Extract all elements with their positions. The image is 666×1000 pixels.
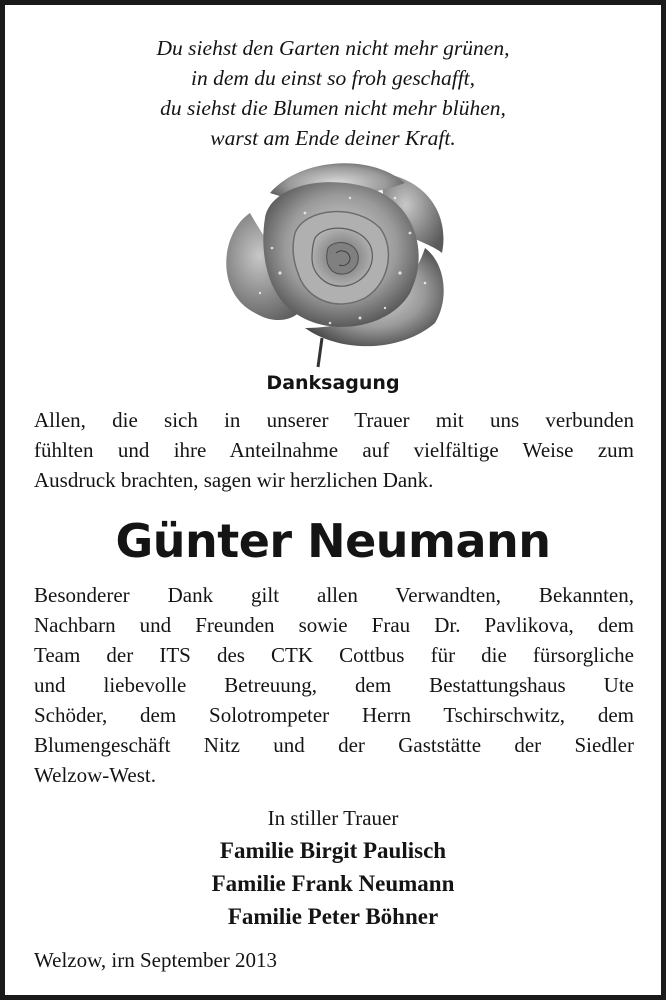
- thanks-line: Schöder, dem Solotrompeter Herrn Tschirschwitz, dem: [34, 703, 634, 727]
- mourning-intro: In stiller Trauer: [267, 806, 399, 830]
- intro-line: fühlten und ihre Anteilnahme auf vielfältige Weise zum: [34, 438, 634, 462]
- poem-line: du siehst die Blumen nicht mehr blühen,: [160, 96, 506, 120]
- intro-paragraph: [34, 405, 634, 495]
- thanks-line: Besonderer Dank gilt allen Verwandten, Bekannten,: [34, 583, 634, 607]
- thanks-line: Nachbarn und Freunden sowie Frau Dr. Pavlikova, dem: [34, 613, 634, 637]
- family-name: Familie Peter Böhner: [227, 904, 439, 929]
- family-name: Familie Frank Neumann: [211, 871, 455, 896]
- poem-line: in dem du einst so froh geschafft,: [190, 66, 476, 90]
- place-date: Welzow, irn September 2013: [34, 948, 278, 972]
- family-name: Familie Birgit Paulisch: [219, 838, 447, 863]
- thanks-line: Welzow-West.: [34, 763, 156, 787]
- thanks-heading: Danksagung: [266, 372, 400, 394]
- thanks-paragraph: [34, 580, 634, 790]
- intro-line: Ausdruck brachten, sagen wir herzlichen Dank.: [34, 468, 434, 492]
- mourners-block: [5, 803, 661, 933]
- thanks-line: Team der ITS des CTK Cottbus für die fürsorgliche: [34, 643, 634, 667]
- thanks-line: Blumengeschäft Nitz und der Gaststätte der Siedler: [34, 733, 634, 757]
- thanks-line: und liebevolle Betreuung, dem Bestattungshaus Ute: [34, 673, 634, 697]
- poem-line: warst am Ende deiner Kraft.: [210, 126, 456, 150]
- deceased-name: Günter Neumann: [115, 514, 551, 568]
- intro-line: Allen, die sich in unserer Trauer mit uns verbunden: [34, 408, 634, 432]
- poem-line: Du siehst den Garten nicht mehr grünen,: [156, 36, 510, 60]
- rose-image: [210, 153, 460, 371]
- poem: [5, 33, 661, 153]
